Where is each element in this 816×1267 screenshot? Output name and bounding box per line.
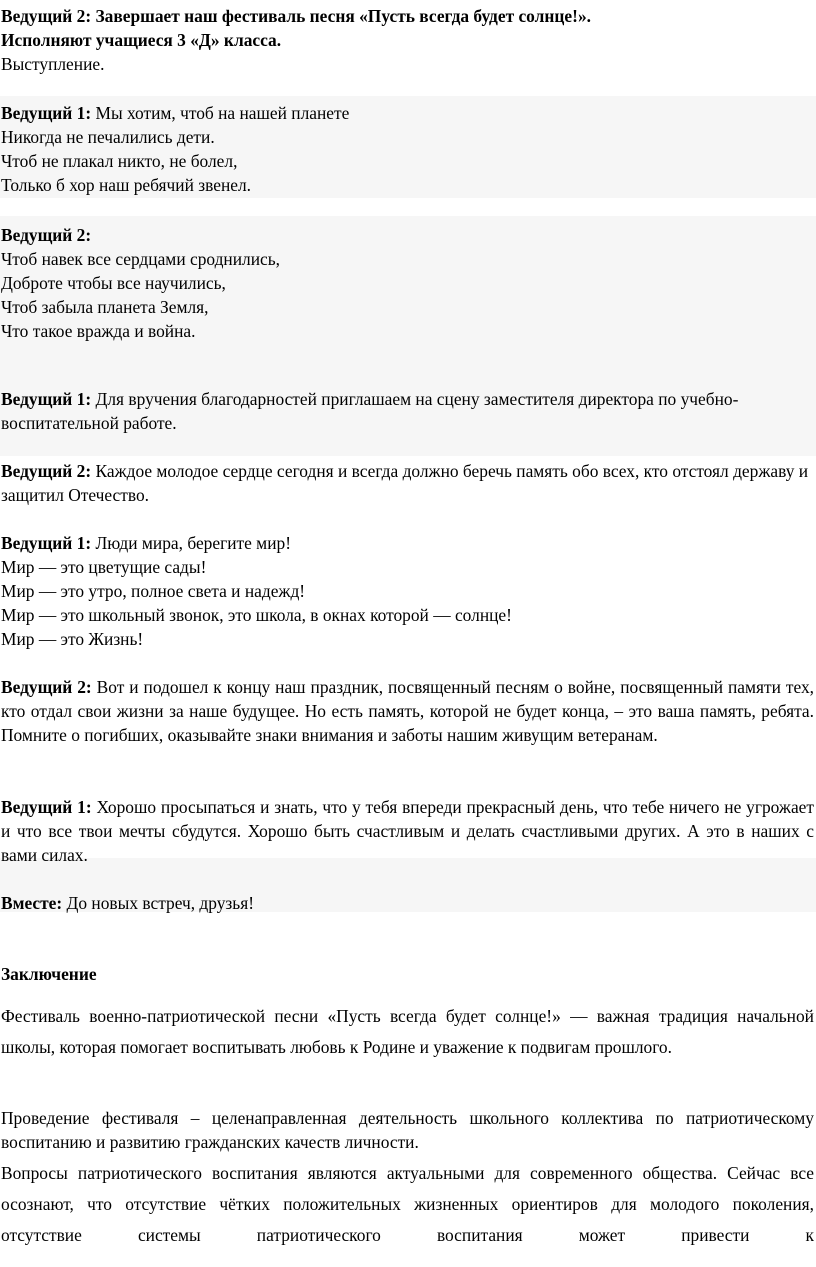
speaker-label: Ведущий 2: [1, 225, 92, 245]
conclusion-paragraph: Вопросы патриотического воспитания являются актуальными для современного общества. Сейчас все осознают, что отсутствие чётких положительных жизненных ориентиров для молодого поколения, отсутствие системы патриотического воспитания может привести к [1, 1163, 814, 1245]
entry-text: До новых встреч, друзья! [66, 893, 255, 913]
dialogue-entry-6 [1, 675, 814, 747]
intro-block [1, 4, 814, 76]
verse-line: Мир — это утро, полное света и надежд! [1, 581, 306, 601]
entry-text: Вот и подошел к концу наш праздник, посвященный песням о войне, посвященный памяти тех, кто отдал свои жизни за наше будущее. Но есть память, которой не будет конца, – это ваша память, ребята. Помните о погибших, оказывайте знаки внимания и заботы нашим живущим ветеранам. [1, 677, 814, 745]
dialogue-entry-5 [1, 531, 814, 651]
speaker-label: Вместе: [1, 893, 63, 913]
verse-line: Чтоб навек все сердцами сроднились, [1, 249, 281, 269]
dialogue-entry-2 [1, 223, 814, 343]
verse-line: Никогда не печалились дети. [1, 127, 215, 147]
verse-line: Чтоб не плакал никто, не болел, [1, 151, 238, 171]
intro-note: Выступление. [1, 54, 105, 74]
entry-text: Каждое молодое сердце сегодня и всегда должно беречь память обо всех, кто отстоял державу и защитил Отечество. [1, 461, 809, 505]
dialogue-entry-3 [1, 387, 814, 435]
verse-line: Мы хотим, чтоб на нашей планете [95, 103, 350, 123]
speaker-label: Ведущий 1: [1, 103, 92, 123]
verse-line: Мир — это школьный звонок, это школа, в окнах которой — солнце! [1, 605, 512, 625]
verse-line: Чтоб забыла планета Земля, [1, 297, 209, 317]
dialogue-entry-7 [1, 795, 814, 867]
conclusion-heading: Заключение [1, 964, 97, 984]
speaker-label: Ведущий 1: [1, 797, 92, 817]
verse-line: Что такое вражда и война. [1, 321, 196, 341]
entry-text: Хорошо просыпаться и знать, что у тебя впереди прекрасный день, что тебе ничего не угрожает и что все твои мечты сбудутся. Хорошо быть счастливым и делать счастливыми других. А это в наших с вами силах. [1, 797, 814, 865]
verse-line: Мир — это Жизнь! [1, 629, 144, 649]
dialogue-entry-1 [1, 101, 814, 197]
conclusion-paragraph: Фестиваль военно-патриотической песни «Пусть всегда будет солнце!» — важная традиция начальной школы, которая помогает воспитывать любовь к Родине и уважение к подвигам прошлого. [1, 1006, 814, 1057]
dialogue-entry-8 [1, 891, 814, 915]
conclusion-paragraph: Проведение фестиваля – целенаправленная деятельность школьного коллектива по патриотическому воспитанию и развитию гражданских качеств личности. [1, 1108, 814, 1152]
verse-line: Люди мира, берегите мир! [95, 533, 291, 553]
intro-title-line-2: Исполняют учащиеся 3 «Д» класса. [1, 30, 282, 50]
speaker-label: Ведущий 2: [1, 461, 92, 481]
intro-title-line-1: Ведущий 2: Завершает наш фестиваль песня «Пусть всегда будет солнце!». [1, 6, 591, 26]
verse-line: Только б хор наш ребячий звенел. [1, 175, 252, 195]
dialogue-entry-4 [1, 459, 814, 507]
speaker-label: Ведущий 1: [1, 389, 92, 409]
verse-line: Мир — это цветущие сады! [1, 557, 207, 577]
speaker-label: Ведущий 1: [1, 533, 92, 553]
entry-text: Для вручения благодарностей приглашаем на сцену заместителя директора по учебно- воспитательной работе. [1, 389, 739, 433]
verse-line: Доброте чтобы все научились, [1, 273, 226, 293]
speaker-label: Ведущий 2: [1, 677, 92, 697]
